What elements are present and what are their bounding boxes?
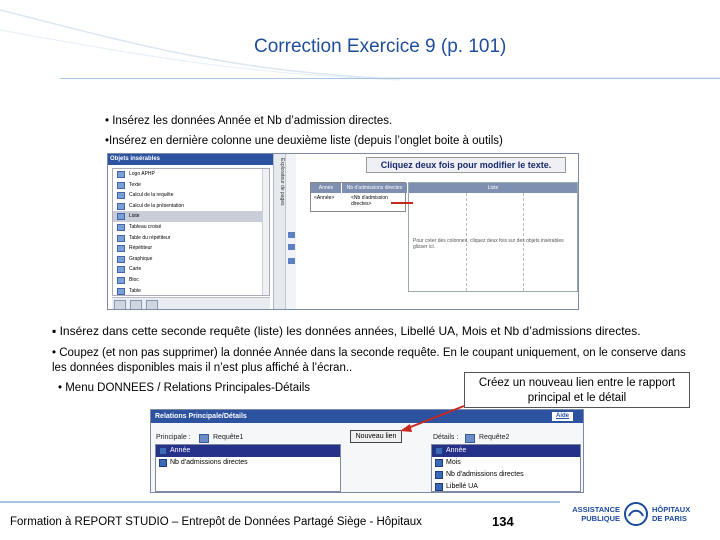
details-query: Requête2: [479, 434, 510, 441]
list-item-selected[interactable]: Année: [432, 445, 580, 457]
new-link-button[interactable]: Nouveau lien: [350, 430, 402, 443]
map-icon: [117, 266, 125, 273]
bullet-insert-list: •Insérez en dernière colonne une deuxième liste (depuis l’onglet boite à outils): [105, 135, 503, 147]
drag-arrow: [391, 202, 413, 204]
tool-strip: [286, 154, 296, 310]
callout-box: Créez un nouveau lien entre le rapport principal et le détail: [464, 372, 690, 408]
data-item-icon: [435, 459, 443, 467]
object-item[interactable]: Carte: [113, 264, 269, 275]
details-label: Détails :: [433, 434, 459, 441]
report-canvas[interactable]: [296, 154, 578, 310]
column-header[interactable]: Nb d'admissions directes: [341, 183, 407, 193]
principal-query: Requête1: [213, 434, 244, 441]
object-item-selected[interactable]: Liste: [113, 211, 269, 222]
bullet-cut-year: • Coupez (et non pas supprimer) la donnée Année dans la seconde requête. En le coupant uniquement, on le conserve dans les données disponibles mais il n’est plus affiché à l’écran..: [52, 347, 686, 374]
data-items-tab-icon[interactable]: [130, 300, 142, 310]
insertable-objects-list: [112, 168, 270, 296]
object-icon: [117, 171, 125, 178]
list-scrollbar[interactable]: [262, 169, 269, 295]
list-item[interactable]: Nb d'admissions directes: [432, 469, 580, 481]
data-item-icon: [159, 447, 167, 455]
help-link[interactable]: Aide: [552, 412, 573, 421]
aphp-logo: ASSISTANCE PUBLIQUE HÔPITAUX DE PARIS: [570, 501, 710, 527]
list-one[interactable]: [310, 182, 406, 212]
chart-icon: [117, 256, 125, 263]
footer-text: Formation à REPORT STUDIO – Entrepôt de Données Partagé Siège - Hôpitaux: [10, 516, 422, 528]
slide-title: Correction Exercice 9 (p. 101): [254, 36, 507, 57]
aphp-emblem-icon: [622, 501, 650, 527]
tool-icon[interactable]: [288, 258, 295, 264]
page-explorer-strip[interactable]: Explorateur de pages: [274, 154, 286, 310]
object-item[interactable]: Table du répétiteur: [113, 233, 269, 244]
principal-label: Principale :: [156, 434, 191, 441]
object-icon: [117, 277, 125, 284]
insertable-objects-panel: [108, 154, 274, 310]
drop-hint: Pour créer des colonnes, cliquez deux fois sur des objets insérables glisser ici.: [413, 238, 564, 250]
title-divider: [60, 78, 720, 79]
list-two[interactable]: [408, 182, 578, 292]
list-item-selected[interactable]: Année: [156, 445, 340, 457]
source-tab-icon[interactable]: [114, 300, 126, 310]
object-item[interactable]: Calcul de la requête: [113, 190, 269, 201]
bullet-insert-second-query: ▪ Insérez dans cette seconde requête (liste) les données années, Libellé UA, Mois et Nb d’admissions directes.: [52, 324, 641, 338]
list-item[interactable]: Libellé UA: [432, 481, 580, 493]
dialog-title-text: Relations Principale/Détails: [155, 413, 247, 420]
details-list: [431, 444, 581, 492]
cell: <Année>: [314, 195, 335, 201]
object-item[interactable]: Répétiteur: [113, 243, 269, 254]
object-icon: [117, 245, 125, 252]
title-placeholder[interactable]: Cliquez deux fois pour modifier le texte.: [366, 157, 566, 173]
query-icon: [465, 434, 475, 443]
object-icon: [117, 224, 125, 231]
column-header[interactable]: Année: [311, 183, 341, 193]
tool-icon[interactable]: [288, 232, 295, 238]
panel-tabs: [112, 297, 270, 309]
object-item[interactable]: Texte: [113, 180, 269, 191]
data-item-icon: [159, 459, 167, 467]
object-item[interactable]: Graphique: [113, 254, 269, 265]
dialog-title: [151, 410, 583, 423]
data-item-icon: [435, 471, 443, 479]
object-item[interactable]: Calcul de la présentation: [113, 201, 269, 212]
object-item[interactable]: Tableau croisé: [113, 222, 269, 233]
list-item[interactable]: Mois: [432, 457, 580, 469]
object-item[interactable]: Table: [113, 286, 269, 297]
toolbox-tab-icon[interactable]: [146, 300, 158, 310]
object-item[interactable]: Bloc: [113, 275, 269, 286]
principal-list: [155, 444, 341, 492]
data-item-icon: [435, 447, 443, 455]
data-item-icon: [435, 483, 443, 491]
footer-divider: [0, 501, 560, 503]
report-studio-screenshot: [107, 153, 579, 310]
object-icon: [117, 235, 125, 242]
page-number: 134: [492, 514, 514, 529]
tool-icon[interactable]: [288, 244, 295, 250]
object-icon: [117, 192, 125, 199]
list-icon: [117, 213, 125, 220]
column-header[interactable]: Liste: [409, 183, 577, 193]
bullet-insert-data: • Insérez les données Année et Nb d’admission directes.: [105, 115, 393, 127]
query-icon: [199, 434, 209, 443]
table-icon: [117, 288, 125, 295]
master-detail-dialog: [150, 409, 584, 493]
object-icon: [117, 203, 125, 210]
panel-title: Objets insérables: [108, 154, 273, 165]
list-item[interactable]: Nb d'admissions directes: [156, 457, 340, 469]
cell: <Nb d'admission directes>: [351, 195, 388, 207]
object-item[interactable]: Logo APHP: [113, 169, 269, 180]
object-icon: [117, 182, 125, 189]
bullet-menu-path: • Menu DONNEES / Relations Principales-Détails: [58, 382, 311, 394]
